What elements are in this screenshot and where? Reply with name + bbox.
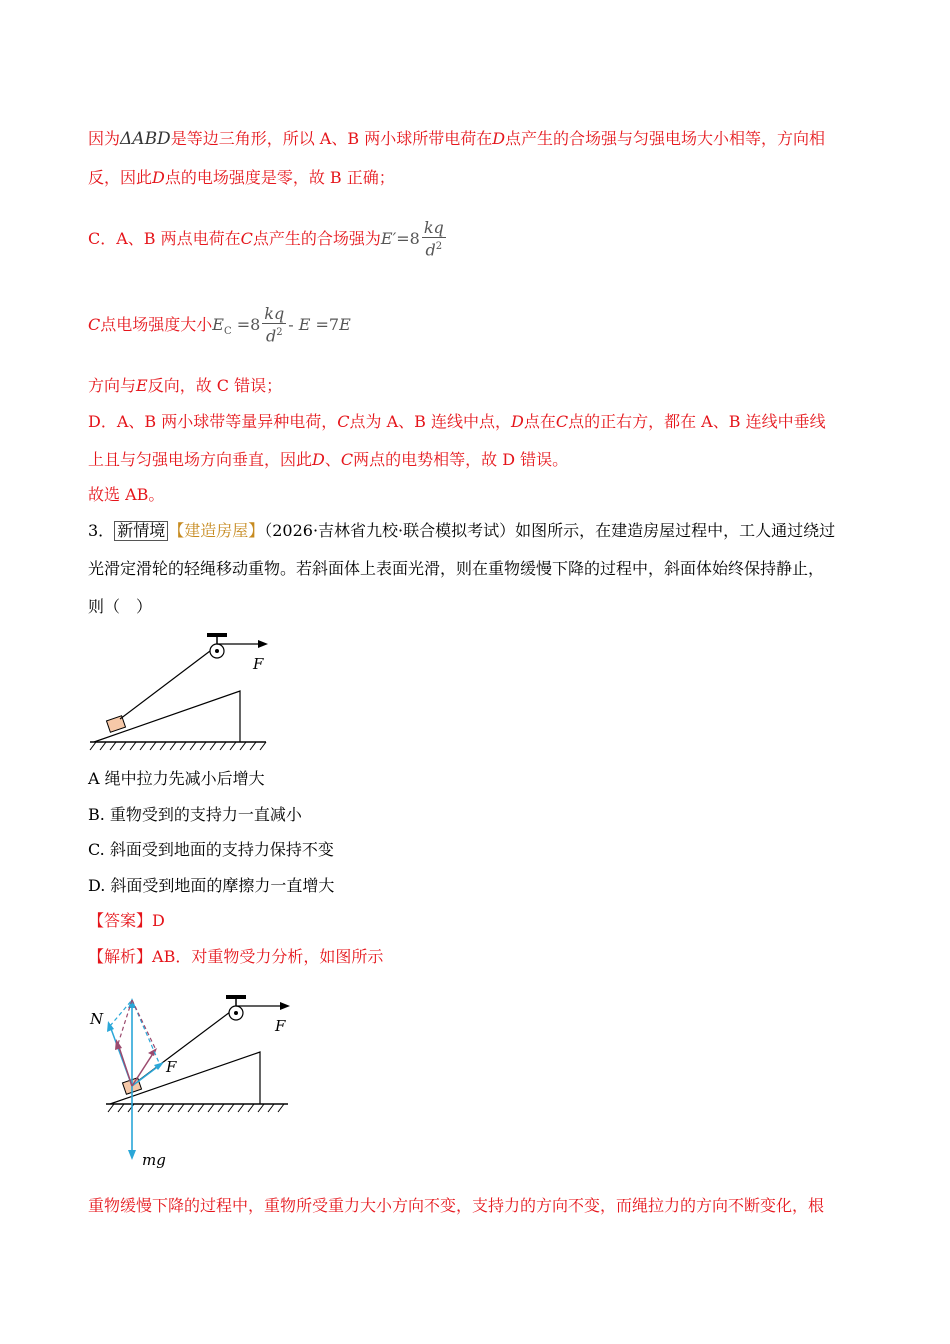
new-context-tag: 新情境	[114, 521, 168, 541]
solution-line-c: C．A、B 两点电荷在C点产生的合场强为E′=8 $\frac{kq}{d^2}$	[88, 214, 868, 264]
analysis-line: 【解析】AB．对重物受力分析，如图所示	[88, 947, 384, 966]
option-a: A 绳中拉力先减小后增大	[88, 769, 265, 788]
solution-line-ec: C点电场强度大小$E_C =8$ $\frac{kq}{d^2}$ - E =7E	[88, 304, 351, 346]
triangle-abd: ΔABD	[120, 129, 171, 149]
question-3-line-1: 3． 新情境 【建造房屋】（2026·吉林省九校·联合模拟考试）如图所示，在建造房屋过程中，工人通过绕过	[88, 521, 836, 540]
label-rope-f: F	[275, 1017, 286, 1035]
solution-line-5: 方向与E反向，故 C 错误；	[88, 376, 283, 395]
question-3-line-3: 则（ ）	[88, 597, 153, 616]
label-f-small: F	[166, 1058, 177, 1076]
solution-line-2: 反，因此D点的电场强度是零，故 B 正确；	[88, 168, 395, 187]
option-b: B. 重物受到的支持力一直减小	[88, 805, 302, 824]
answer-line: 【答案】D	[88, 911, 165, 930]
solution-line-1: 因为ΔABD是等边三角形，所以 A、B 两小球所带电荷在D点产生的合场强与匀强电场大小相等，方向相	[88, 129, 826, 149]
question-3-line-2: 光滑定滑轮的轻绳移动重物。若斜面体上表面光滑，则在重物缓慢下降的过程中，斜面体始终保持静止，	[88, 559, 825, 578]
figure-incline-pulley	[86, 628, 276, 758]
analysis-continuation: 重物缓慢下降的过程中，重物所受重力大小方向不变，支持力的方向不变，而绳拉力的方向不断变化，根	[88, 1196, 825, 1215]
topic-label: 【建造房屋】	[168, 521, 265, 540]
option-c: C. 斜面受到地面的支持力保持不变	[88, 840, 334, 859]
label-f: F	[253, 655, 264, 673]
option-d: D. 斜面受到地面的摩擦力一直增大	[88, 876, 335, 895]
question-number: 3．	[88, 521, 115, 540]
equation-e-prime: E′=8 $\frac{kq}{d^2}$	[380, 218, 444, 260]
label-n: N	[90, 1010, 104, 1028]
solution-line-6: D．A、B 两小球带等量异种电荷，C点为 A、B 连线中点，D点在C点的正右方，都在 A、B 连线中垂线	[88, 412, 826, 431]
solution-line-7: 上且与匀强电场方向垂直，因此D、C两点的电势相等，故 D 错误。	[88, 450, 569, 469]
solution-conclusion: 故选 AB。	[88, 485, 165, 504]
label-mg: mg	[142, 1151, 166, 1169]
equation-ec: $E_C =8$ $\frac{kq}{d^2}$ - E =7E	[212, 304, 351, 346]
answer-value: D	[152, 911, 165, 930]
figure-force-analysis	[80, 988, 300, 1173]
